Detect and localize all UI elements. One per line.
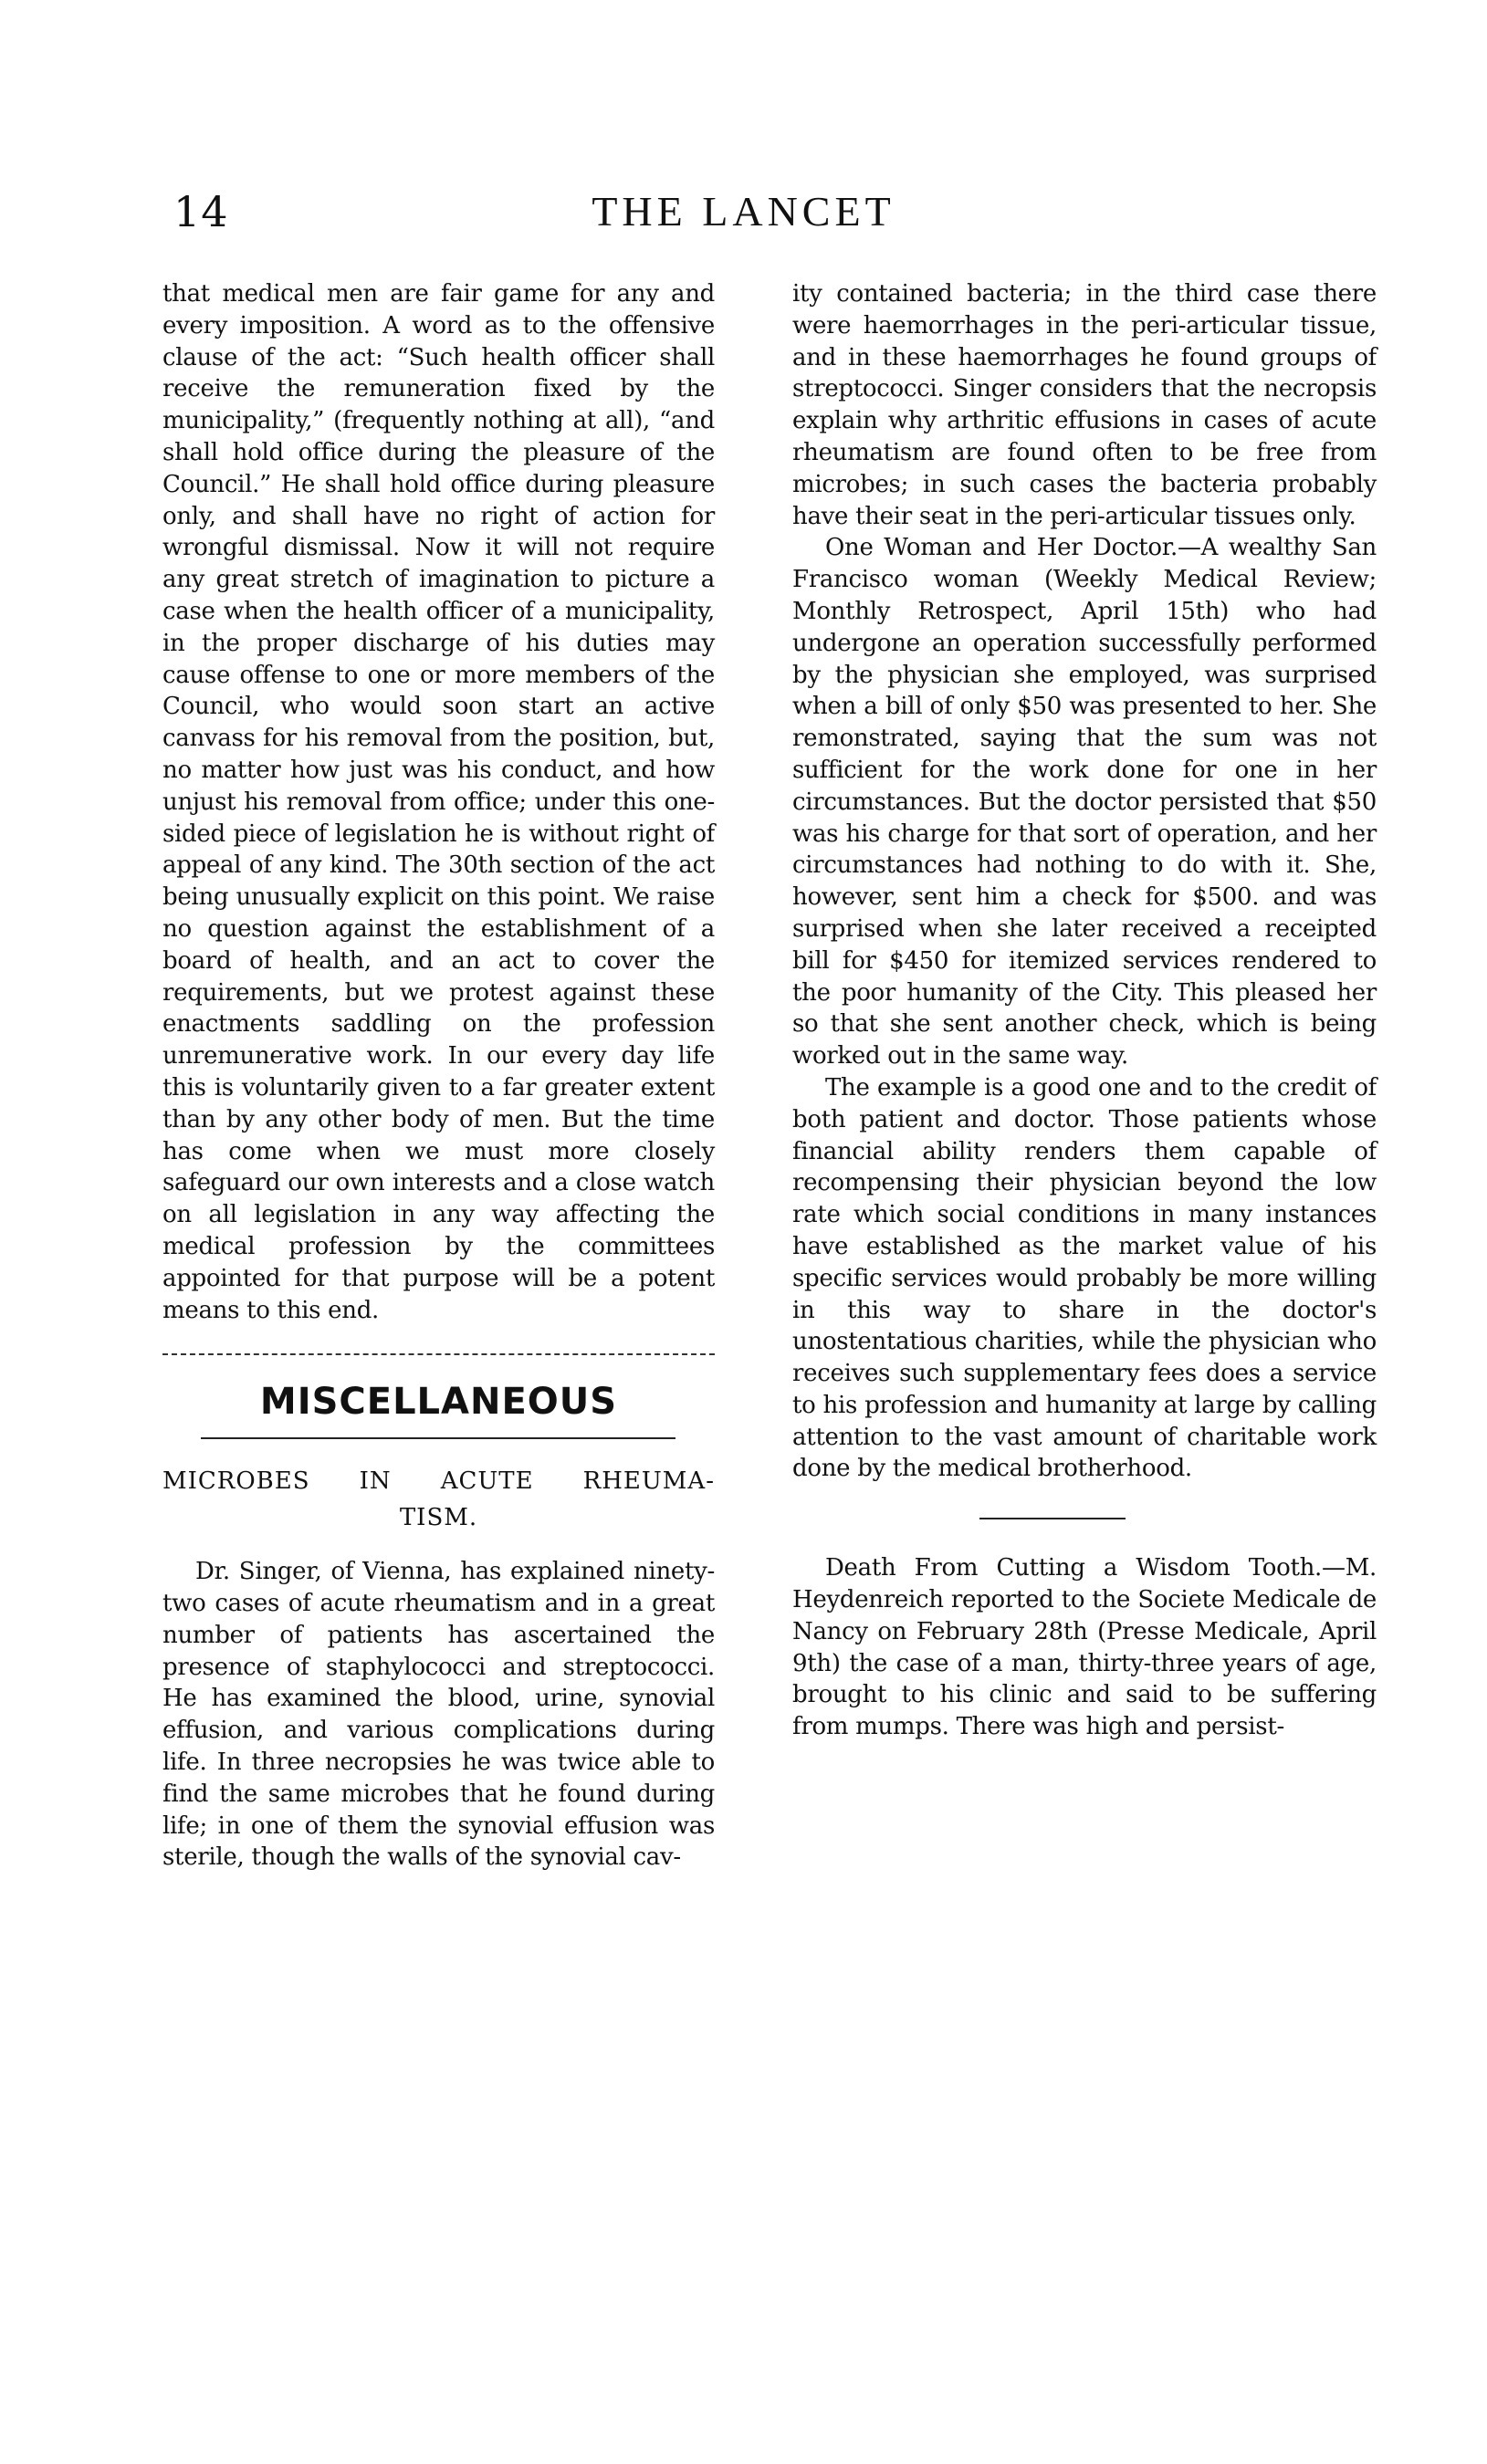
- article-heading: [162, 1463, 715, 1536]
- section-divider: [162, 1353, 715, 1355]
- right-paragraph-woman-doctor: One Woman and Her Doctor.—A wealthy San Francisco woman (Weekly Medical Review; Monthly Retrospect, April 15th) who had undergone an operation successfully performed by the physician she employed, was surprised when a bill of only $50 was presented to her. She remonstrated, saying that the sum was not sufficient for the work done for one in her circumstances. But the doctor persisted that $50 was his charge for that sort of operation, and her circumstances had nothing to do with it. She, however, sent him a check for $500. and was surprised when she later received a receipted bill for $450 for itemized services rendered to the poor humanity of the City. This pleased her so that she sent another check, which is being worked out in the same way.: [792, 534, 1377, 1070]
- section-title-rule: [201, 1437, 675, 1439]
- section-title: MISCELLANEOUS: [259, 1381, 618, 1424]
- article-body-paragraph: Dr. Singer, of Vienna, has explained ninety-two cases of acute rheumatism and in a great number of patients has ascertained the presence of staphylococci and streptococci. He has examined the blood, urine, synovial effusion, and various complications during life. In three necropsies he was twice able to find the same microbes that he found during life; in one of them the synovial effusion was sterile, though the walls of the synovial cav-: [162, 1558, 715, 1872]
- article-divider: [979, 1518, 1126, 1519]
- left-column: [162, 278, 747, 1874]
- page-number: 14: [173, 187, 229, 236]
- article-title-line2: TISM.: [399, 1504, 478, 1532]
- right-paragraph-wisdom-tooth: Death From Cutting a Wisdom Tooth.—M. Heydenreich reported to the Societe Medicale de Nancy on February 28th (Presse Medicale, April 9th) the case of a man, thirty-three years of age, brought to his clinic and said to be suffering from mumps. There was high and persist-: [792, 1554, 1377, 1741]
- left-continuation-paragraph: that medical men are fair game for any and every imposition. A word as to the offensive clause of the act: “Such health officer shall receive the remuneration fixed by the municipality,” (frequently nothing at all), “and shall hold office during the pleasure of the Council.” He shall hold office during pleasure only, and shall have no right of action for wrongful dismissal. Now it will not require any great stretch of imagination to picture a case when the health officer of a municipality, in the proper discharge of his duties may cause offense to one or more members of the Council, who would soon start an active canvass for his removal from the position, but, no matter how just was his conduct, and how unjust his removal from office; under this one-sided piece of legislation he is without right of appeal of any kind. The 30th section of the act being unusually explicit on this point. We raise no question against the establishment of a board of health, and an act to cover the requirements, but we protest against these enactments saddling on the profession unremunerative work. In our every day life this is voluntarily given to a far greater extent than by any other body of men. But the time has come when we must more closely safeguard our own interests and a close watch on all legislation in any way affecting the medical profession by the committees appointed for that purpose will be a potent means to this end.: [162, 280, 715, 1324]
- journal-title: THE LANCET: [592, 188, 895, 235]
- right-column: [792, 278, 1377, 1743]
- right-continuation-paragraph: ity contained bacteria; in the third case there were haemorrhages in the peri-articular tissue, and in these haemorrhages he found groups of streptococci. Singer considers that the necropsis explain why arthritic effusions in cases of acute rheumatism are found often to be free from microbes; in such cases the bacteria probably have their seat in the peri-articular tissues only.: [792, 280, 1377, 530]
- article-title-line1: MICROBES IN ACUTE RHEUMA-: [162, 1467, 715, 1496]
- right-paragraph-example: The example is a good one and to the credit of both patient and doctor. Those patients whose financial ability renders them capable of recompensing their physician beyond the low rate which social conditions in many instances have established as the market value of his specific services would probably be more willing in this way to share in the doctor's unostentatious charities, while the physician who receives such supplementary fees does a service to his profession and humanity at large by calling attention to the vast amount of charitable work done by the medical brotherhood.: [792, 1073, 1377, 1483]
